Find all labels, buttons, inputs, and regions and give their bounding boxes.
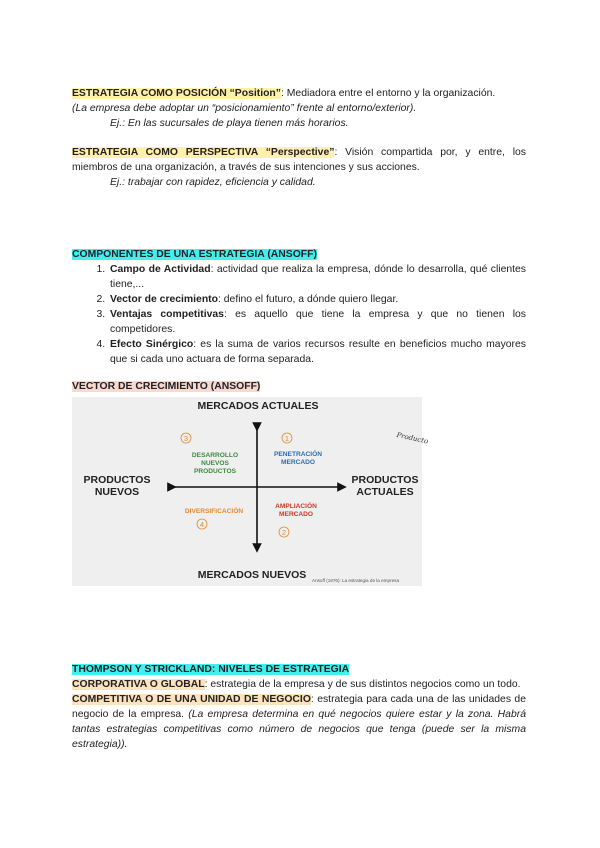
- list-item-term: Campo de Actividad: [110, 264, 211, 275]
- section-vector: [72, 379, 526, 394]
- label-right-1: PRODUCTOS: [351, 474, 419, 486]
- label-top: MERCADOS ACTUALES: [197, 400, 319, 412]
- list-item: [108, 262, 526, 292]
- list-item-text: : es la suma de varios recursos resulte en beneficios mucho mayores que si cada uno actuara de forma separada.: [110, 339, 526, 365]
- quadrant-tr-2: MERCADO: [280, 459, 316, 466]
- label-left-2: NUEVOS: [94, 486, 140, 498]
- list-item-term: Vector de crecimiento: [110, 294, 218, 305]
- label-right-2: ACTUALES: [356, 486, 414, 498]
- position-italic: (La empresa debe adoptar un “posicionamiento” frente al entorno/exterior).: [72, 103, 417, 114]
- section-perspective: [72, 145, 526, 190]
- ansoff-matrix-diagram: [72, 397, 429, 586]
- perspective-example: Ej.: trabajar con rapidez, eficiencia y calidad.: [110, 177, 316, 188]
- list-item: [108, 292, 526, 307]
- competitive-term: COMPETITIVA O DE UNA UNIDAD DE NEGOCIO: [72, 694, 311, 705]
- perspective-paragraph: [72, 145, 526, 175]
- corporate-paragraph: [72, 677, 526, 692]
- number-br: 2: [281, 528, 287, 537]
- competitive-italic: (La empresa determina en qué negocios quiere estar y la zona. Habrá tantas estrategias competitivas como número de negocios que tenga (puede ser la misma estrategia)).: [72, 709, 526, 750]
- number-tl: 3: [183, 434, 189, 443]
- list-item-text: : defino el futuro, a dónde quiero llegar.: [218, 294, 399, 305]
- label-left-1: PRODUCTOS: [83, 474, 151, 486]
- section-thompson: [72, 662, 526, 752]
- handwriting-note: Producto: [395, 431, 429, 446]
- position-heading: ESTRATEGIA COMO POSICIÓN “Position”: [72, 88, 281, 99]
- perspective-heading: ESTRATEGIA COMO PERSPECTIVA “Perspective”: [72, 147, 335, 158]
- vector-heading: VECTOR DE CRECIMIENTO (ANSOFF): [72, 381, 261, 392]
- ansoff-matrix-svg: [72, 397, 429, 586]
- quadrant-tl-1: DESARROLLO: [191, 452, 239, 459]
- list-item: [108, 307, 526, 337]
- thompson-heading: THOMPSON Y STRICKLAND: NIVELES DE ESTRATEGIA: [72, 664, 350, 675]
- competitive-paragraph: [72, 692, 526, 752]
- number-bl: 4: [199, 520, 205, 529]
- label-bottom: MERCADOS NUEVOS: [197, 569, 307, 581]
- corporate-term: CORPORATIVA O GLOBAL: [72, 679, 205, 690]
- components-list: [72, 262, 526, 367]
- perspective-text: : Visión compartida por, y entre, los miembros de una organización, a través de sus intenciones y sus acciones.: [72, 147, 526, 173]
- list-item-text: : actividad que realiza la empresa, dónde lo desarrolla, qué clientes tiene,...: [110, 264, 527, 290]
- quadrant-tr-1: PENETRACIÓN: [274, 451, 322, 458]
- section-position: [72, 86, 526, 131]
- competitive-text: : estrategia para cada una de las unidades de negocio de la empresa.: [72, 694, 526, 720]
- quadrant-tl-2: NUEVOS: [201, 460, 229, 467]
- corporate-text: : estrategia de la empresa y de sus distintos negocios como un todo.: [204, 679, 521, 690]
- position-example: Ej.: En las sucursales de playa tienen más horarios.: [110, 118, 349, 129]
- position-text: : Mediadora entre el entorno y la organización.: [280, 88, 496, 99]
- quadrant-br-2: MERCADO: [278, 511, 314, 518]
- list-item-term: Efecto Sinérgico: [110, 339, 194, 350]
- position-paragraph: [72, 86, 526, 101]
- quadrant-bl: DIVERSIFICACIÓN: [184, 508, 244, 515]
- components-heading: COMPONENTES DE UNA ESTRATEGIA (ANSOFF): [72, 249, 317, 260]
- list-item-term: Ventajas competitivas: [110, 309, 224, 320]
- list-item-text: : es aquello que tiene la empresa y que no tienen los competidores.: [110, 309, 526, 335]
- quadrant-tl-3: PRODUCTOS: [193, 468, 237, 475]
- section-components: [72, 247, 526, 367]
- number-tr: 1: [284, 434, 290, 443]
- diagram-source: Ansoff (1976): La estrategia de la empresa: [312, 578, 399, 583]
- quadrant-br-1: AMPLIACIÓN: [275, 503, 317, 510]
- list-item: [108, 337, 526, 367]
